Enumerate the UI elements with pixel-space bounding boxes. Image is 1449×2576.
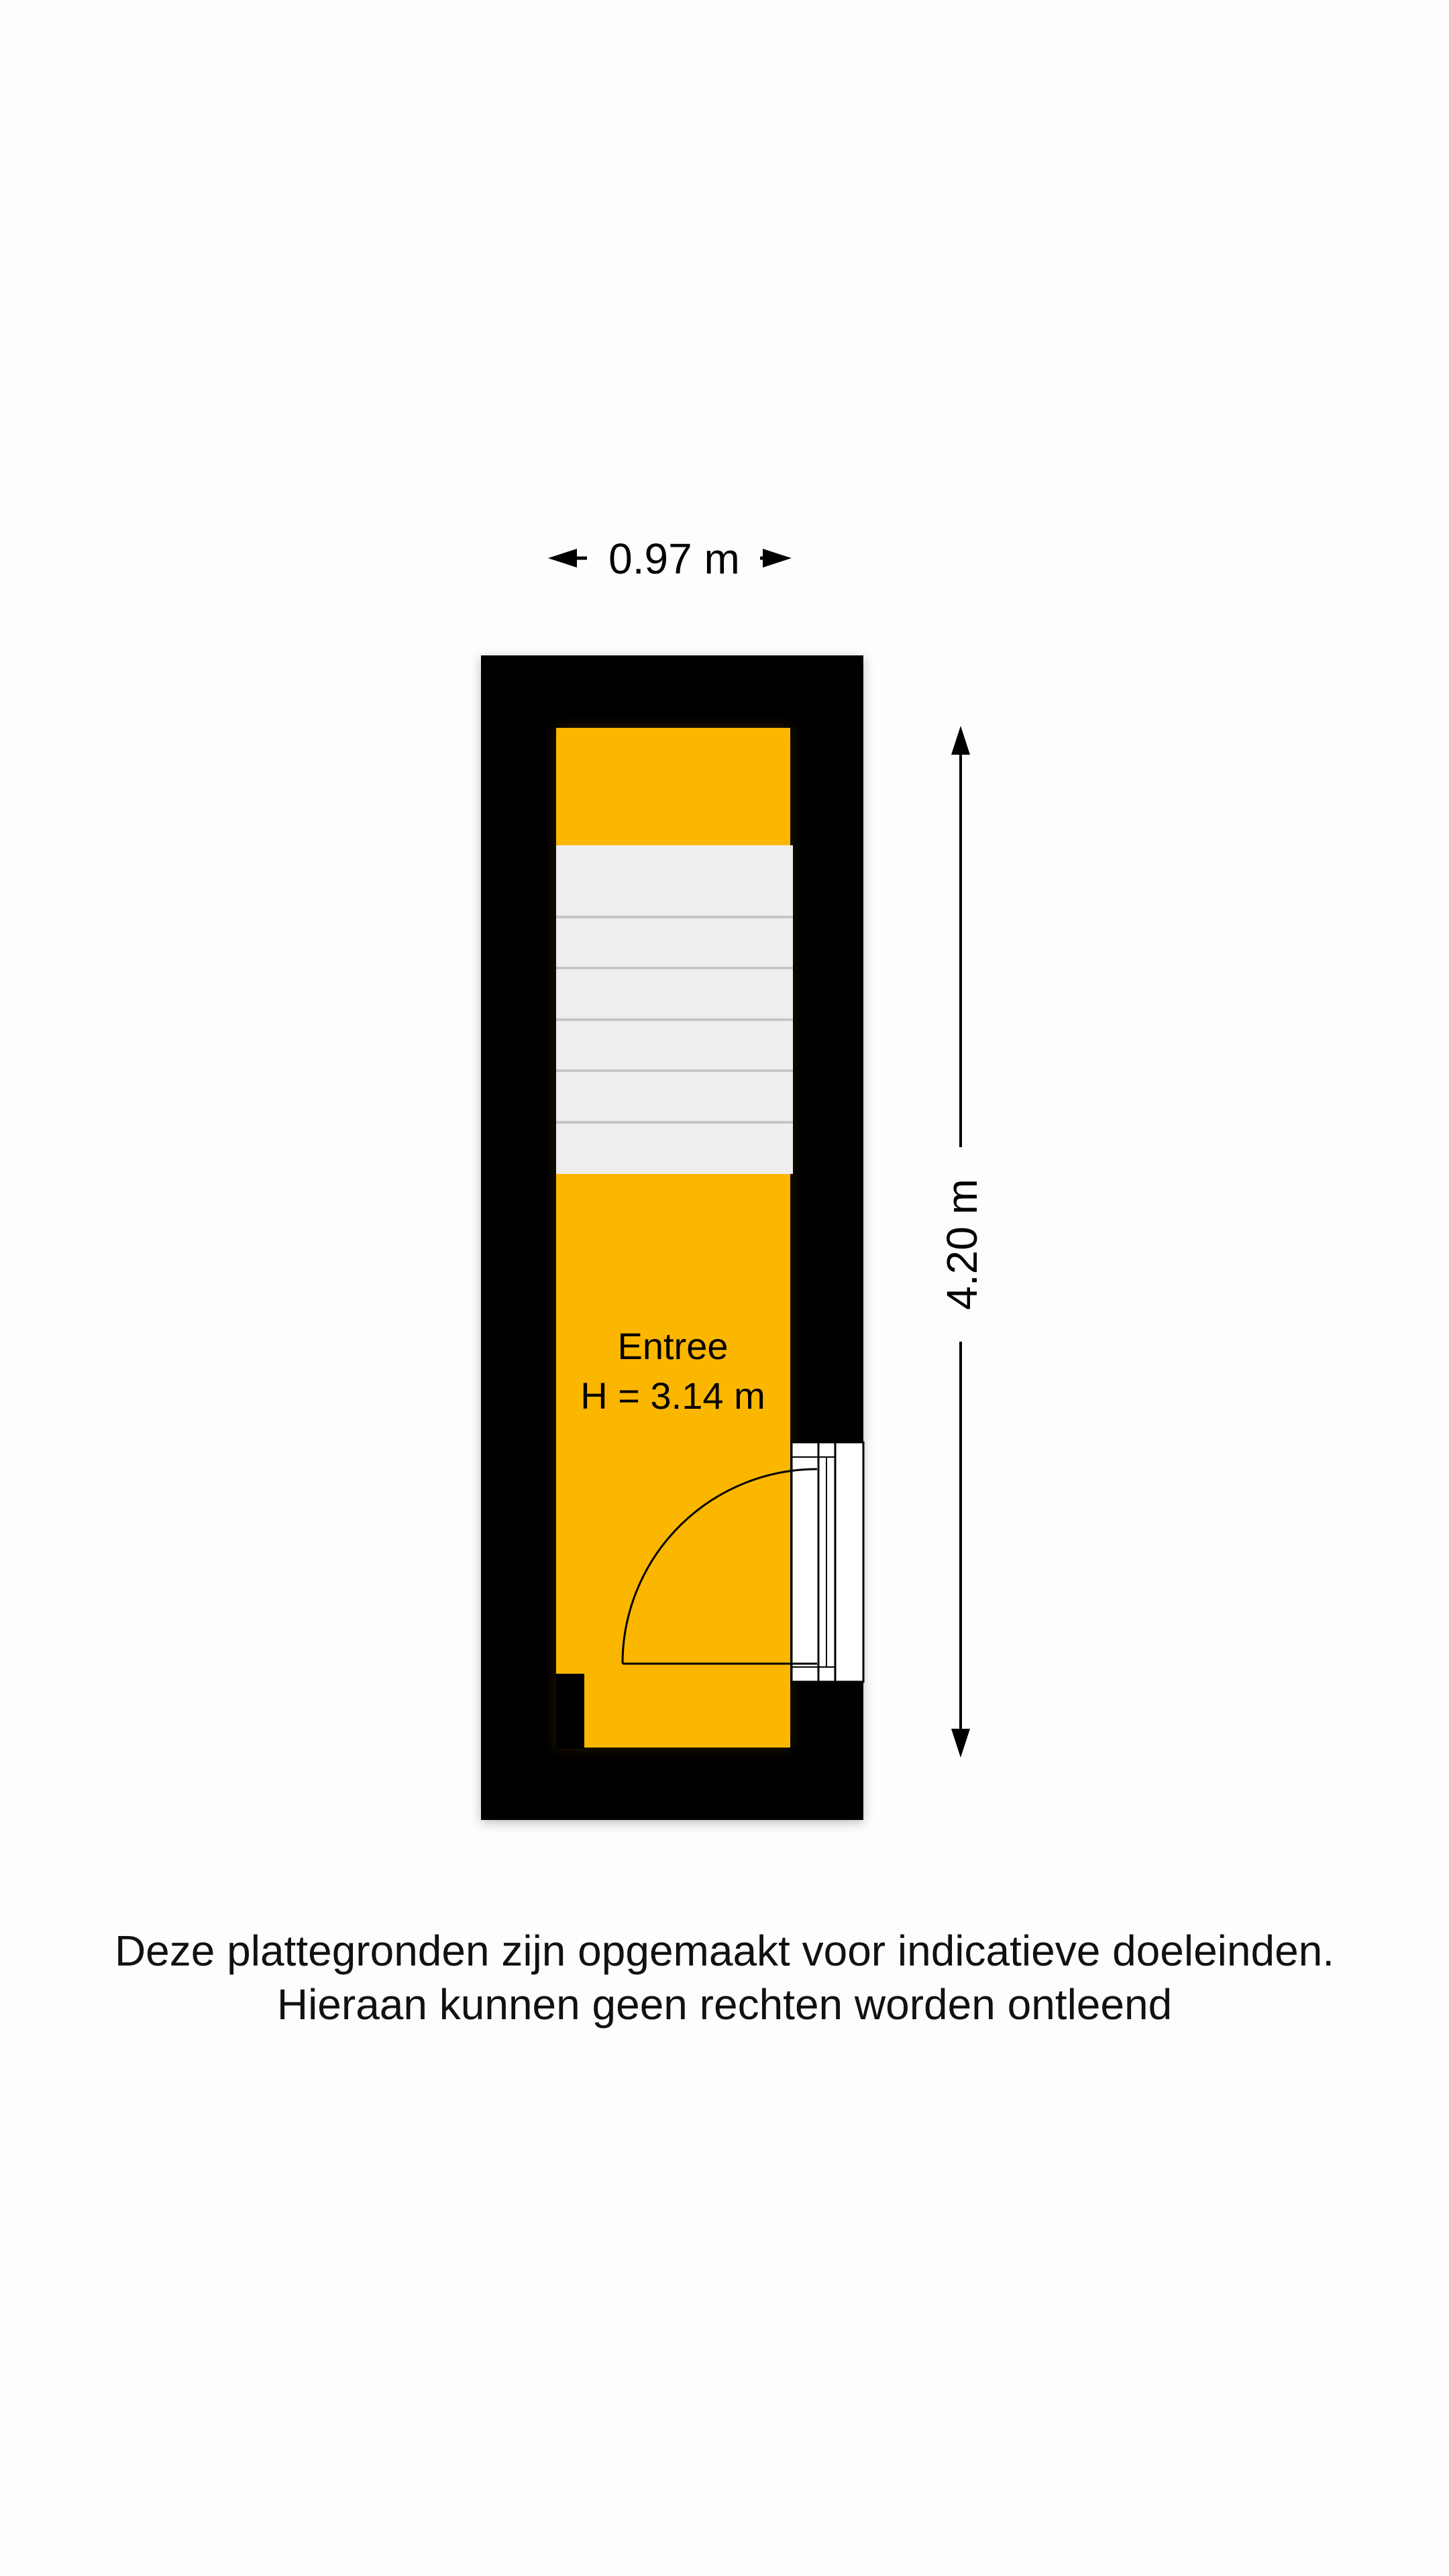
width-dimension <box>548 535 792 583</box>
arrow-right-icon <box>763 549 792 568</box>
staircase <box>556 845 793 1174</box>
width-dimension-label: 0.97 m <box>608 535 740 583</box>
disclaimer <box>0 1924 1449 2031</box>
room-height: H = 3.14 m <box>580 1375 765 1417</box>
height-dimension <box>938 726 986 1758</box>
height-dimension-label: 4.20 m <box>938 1179 986 1310</box>
arrow-down-icon <box>951 1729 970 1758</box>
wall-notch <box>556 1674 584 1749</box>
arrow-up-icon <box>951 726 970 755</box>
disclaimer-line-2: Hieraan kunnen geen rechten worden ontleend <box>276 1980 1173 2029</box>
disclaimer-line-1: Deze plattegronden zijn opgemaakt voor indicatieve doeleinden. <box>114 1927 1335 1975</box>
room-name: Entree <box>617 1325 729 1367</box>
arrow-left-icon <box>548 549 577 568</box>
